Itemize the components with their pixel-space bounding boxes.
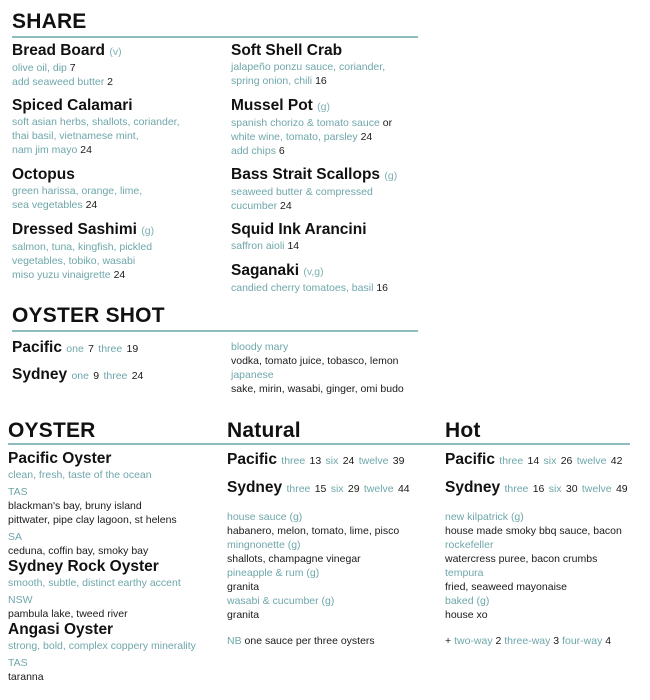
- dish-desc: add seaweed butter: [12, 76, 105, 88]
- qty-label: twelve: [576, 455, 607, 467]
- dish-squid-ink-arancini: [231, 221, 367, 253]
- region-places: pittwater, pipe clay lagoon, st helens: [8, 514, 177, 526]
- price: 13: [309, 455, 322, 467]
- dish-saganaki: [231, 262, 388, 295]
- note-label: NB: [227, 635, 242, 647]
- dish-price: 24: [85, 199, 98, 211]
- combo-label: four-way: [562, 635, 603, 647]
- dish-desc: white wine, tomato, parsley: [231, 131, 358, 143]
- sauce-desc: granita: [227, 581, 260, 593]
- qty-label: six: [325, 455, 339, 467]
- shot-desc: sake, mirin, wasabi, ginger, omi budo: [231, 383, 404, 395]
- qty-label: one: [66, 343, 84, 355]
- qty-label: three: [504, 483, 529, 495]
- dish-price: 16: [315, 75, 327, 87]
- dish-name: Squid Ink Arancini: [231, 221, 367, 238]
- region-places: pambula lake, tweed river: [8, 608, 128, 620]
- region-places: blackman's bay, bruny island: [8, 500, 142, 512]
- price: 19: [126, 343, 139, 355]
- dish-tag: (g): [317, 101, 330, 113]
- region-state: NSW: [8, 594, 33, 606]
- dish-name: Bread Board: [12, 42, 106, 59]
- dish-desc: add chips: [231, 145, 276, 157]
- price: 49: [615, 483, 628, 495]
- qty-label: twelve: [363, 483, 394, 495]
- item-name: Pacific: [12, 339, 62, 356]
- sauce-name: pineapple & rum (g): [227, 567, 320, 579]
- dish-desc: jalapeño ponzu sauce, coriander,: [231, 61, 386, 73]
- dish-name: Soft Shell Crab: [231, 42, 343, 59]
- combo-label: three-way: [504, 635, 551, 647]
- oyster-shot-list: [231, 340, 404, 396]
- region-places: taranna: [8, 671, 44, 683]
- item-name: Sydney: [12, 366, 68, 383]
- dish-desc: miso yuzu vinaigrette: [12, 269, 111, 281]
- dish-price: 14: [287, 240, 300, 252]
- dish-octopus: [12, 166, 142, 212]
- region-state: SA: [8, 531, 23, 543]
- sauce-desc: habanero, melon, tomato, lime, pisco: [227, 525, 400, 537]
- oyster-type-desc: clean, fresh, taste of the ocean: [8, 469, 152, 481]
- hot-pacific: [445, 451, 622, 470]
- sauce-name: wasabi & cucumber (g): [227, 595, 335, 607]
- qty-label: three: [286, 483, 311, 495]
- dish-bass-strait-scallops: [231, 166, 397, 213]
- dish-bread-board: [12, 42, 122, 89]
- dish-desc: thai basil, vietnamese mint,: [12, 130, 139, 142]
- shot-name: bloody mary: [231, 341, 289, 353]
- dish-desc: spring onion, chili: [231, 75, 313, 87]
- natural-sydney: [227, 479, 410, 498]
- qty-label: six: [548, 483, 562, 495]
- dish-desc: green harissa, orange, lime,: [12, 185, 143, 197]
- style-desc: fried, seaweed mayonaise: [445, 581, 567, 593]
- style-desc: house made smoky bbq sauce, bacon: [445, 525, 622, 537]
- qty-label: six: [330, 483, 344, 495]
- item-name: Pacific: [227, 451, 277, 468]
- oyster-type-name: Pacific Oyster: [8, 450, 112, 467]
- divider: [12, 330, 418, 332]
- dish-price: 24: [360, 131, 373, 143]
- qty-label: three: [103, 370, 128, 382]
- dish-name: Bass Strait Scallops: [231, 166, 381, 183]
- section-title-hot: Hot: [445, 419, 481, 442]
- price: 24: [342, 455, 355, 467]
- dish-tag: (g): [384, 170, 398, 182]
- style-desc: house xo: [445, 609, 488, 621]
- dish-desc: nam jim mayo: [12, 144, 78, 156]
- price: 16: [532, 483, 545, 495]
- dish-desc: cucumber: [231, 200, 278, 212]
- combo-label: two-way: [454, 635, 493, 647]
- price: 14: [527, 455, 540, 467]
- qty-label: twelve: [358, 455, 389, 467]
- price: 39: [392, 455, 405, 467]
- dish-desc: spanish chorizo & tomato sauce: [231, 117, 380, 129]
- sauce-desc: granita: [227, 609, 260, 621]
- oyster-type-name: Angasi Oyster: [8, 621, 114, 638]
- item-name: Sydney: [445, 479, 501, 496]
- combo-price: 3: [553, 635, 560, 647]
- price: 30: [565, 483, 578, 495]
- region-places: ceduna, coffin bay, smoky bay: [8, 545, 149, 557]
- qty-label: three: [98, 343, 123, 355]
- price: 24: [131, 370, 144, 382]
- oyster-type-desc: strong, bold, complex coppery minerality: [8, 640, 196, 652]
- shot-desc: vodka, tomato juice, tobasco, lemon: [231, 355, 399, 367]
- hot-combo: [445, 634, 611, 648]
- section-title-oyster-shot: OYSTER SHOT: [12, 304, 165, 327]
- dish-desc: salmon, tuna, kingfish, pickled: [12, 241, 153, 253]
- region-state: TAS: [8, 657, 28, 669]
- dish-name: Octopus: [12, 166, 75, 183]
- price: 29: [347, 483, 360, 495]
- oyster-type-name: Sydney Rock Oyster: [8, 558, 159, 575]
- dish-desc: soft asian herbs, shallots, coriander,: [12, 116, 180, 128]
- oyster-shot-sydney: [12, 366, 143, 385]
- dish-desc: saffron aioli: [231, 240, 285, 252]
- dish-desc: candied cherry tomatoes, basil: [231, 282, 374, 294]
- price: 26: [560, 455, 573, 467]
- sauce-name: mingnonette (g): [227, 539, 301, 551]
- region-state: TAS: [8, 486, 28, 498]
- section-title-oyster: OYSTER: [8, 419, 96, 442]
- combo-price: 2: [495, 635, 502, 647]
- dish-price: 24: [280, 200, 292, 212]
- dish-spiced-calamari: [12, 97, 180, 157]
- shot-name: japanese: [231, 369, 274, 381]
- oyster-shot-pacific: [12, 339, 138, 358]
- dish-name: Saganaki: [231, 262, 300, 279]
- price: 7: [88, 343, 94, 355]
- natural-pacific: [227, 451, 404, 470]
- section-title-share: SHARE: [12, 10, 87, 33]
- dish-price: 24: [113, 269, 126, 281]
- dish-price: 16: [376, 282, 389, 294]
- style-name: new kilpatrick (g): [445, 511, 524, 523]
- dish-tag: (g): [141, 225, 155, 237]
- qty-label: twelve: [581, 483, 612, 495]
- dish-soft-shell-crab: [231, 42, 385, 88]
- price: 15: [314, 483, 327, 495]
- dish-mussel-pot: [231, 97, 392, 158]
- oyster-types: [8, 450, 196, 684]
- style-name: tempura: [445, 567, 484, 579]
- dish-or: or: [382, 117, 393, 129]
- dish-tag: (v,g): [303, 266, 324, 278]
- qty-label: one: [71, 370, 89, 382]
- dish-price: 24: [80, 144, 92, 156]
- divider: [8, 443, 630, 445]
- oyster-type-desc: smooth, subtle, distinct earthy accent: [8, 577, 181, 589]
- style-name: rockefeller: [445, 539, 494, 551]
- dish-price: 2: [107, 76, 113, 88]
- item-name: Pacific: [445, 451, 495, 468]
- qty-label: six: [543, 455, 557, 467]
- section-title-natural: Natural: [227, 419, 301, 442]
- natural-note: [227, 634, 375, 648]
- style-name: baked (g): [445, 595, 490, 607]
- sauce-name: house sauce (g): [227, 511, 303, 523]
- natural-sauces: [227, 510, 399, 622]
- dish-desc: seaweed butter & compressed: [231, 186, 373, 198]
- dish-desc: vegetables, tobiko, wasabi: [12, 255, 136, 267]
- dish-dressed-sashimi: [12, 221, 154, 282]
- qty-label: three: [499, 455, 524, 467]
- dish-name: Spiced Calamari: [12, 97, 133, 114]
- price: 42: [610, 455, 623, 467]
- hot-styles: [445, 510, 622, 622]
- item-name: Sydney: [227, 479, 283, 496]
- dish-desc: olive oil, dip: [12, 62, 67, 74]
- divider: [12, 36, 418, 38]
- dish-tag: (v): [109, 46, 122, 58]
- dish-name: Mussel Pot: [231, 97, 313, 114]
- plus-sign: +: [445, 635, 452, 647]
- sauce-desc: shallots, champagne vinegar: [227, 553, 361, 565]
- dish-name: Dressed Sashimi: [12, 221, 137, 238]
- dish-desc: sea vegetables: [12, 199, 83, 211]
- combo-price: 4: [605, 635, 612, 647]
- style-desc: watercress puree, bacon crumbs: [445, 553, 598, 565]
- price: 44: [397, 483, 410, 495]
- note-text: one sauce per three oysters: [244, 635, 375, 647]
- dish-price: 6: [278, 145, 285, 157]
- qty-label: three: [281, 455, 306, 467]
- price: 9: [93, 370, 100, 382]
- dish-price: 7: [69, 62, 76, 74]
- hot-sydney: [445, 479, 628, 498]
